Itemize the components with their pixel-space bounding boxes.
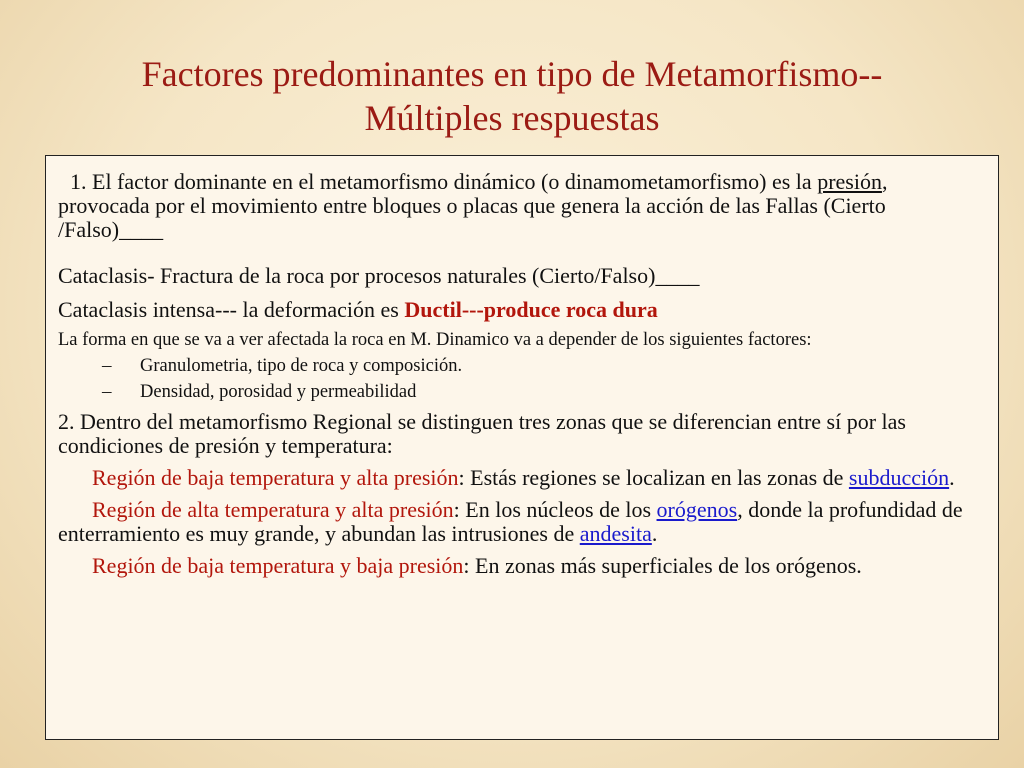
question-1 — [58, 170, 984, 242]
region-1-sep: : — [458, 465, 471, 490]
region-3 — [58, 554, 984, 578]
content-box — [45, 155, 999, 740]
region-1-end: . — [949, 465, 955, 490]
region-3-label: Región de baja temperatura y baja presión — [92, 553, 464, 578]
title-line-1: Factores predominantes en tipo de Metamorfismo-- — [141, 54, 883, 94]
bullet-densidad — [102, 382, 984, 402]
bullet-granulometria — [102, 356, 984, 376]
region-2-mid: , donde la profundidad de enterramiento es muy grande, y abundan las intrusiones de — [58, 497, 963, 546]
cataclasis-line: Cataclasis- Fractura de la roca por procesos naturales (Cierto/Falso)____ — [58, 263, 700, 288]
region-2 — [58, 498, 984, 546]
orogenos-link[interactable]: orógenos — [656, 497, 738, 522]
region-1 — [58, 466, 984, 490]
dash-icon: – — [102, 381, 112, 402]
cataclasis-intensa-prefix: Cataclasis intensa--- la deformación es — [58, 297, 405, 322]
slide-title — [60, 52, 964, 140]
region-1-label: Región de baja temperatura y alta presión — [92, 465, 459, 490]
forma-line: La forma en que se va a ver afectada la roca en M. Dinamico va a depender de los siguientes factores: — [58, 330, 812, 350]
region-3-text: En zonas más superficiales de los orógenos. — [475, 553, 862, 578]
bullet-text: Densidad, porosidad y permeabilidad — [140, 382, 417, 402]
region-2-sep: : — [453, 497, 466, 522]
region-2-end: . — [651, 521, 658, 546]
cataclasis-intensa-line — [58, 298, 984, 322]
region-2-text: En los núcleos de los — [465, 497, 657, 522]
cataclasis-intensa-highlight: Ductil---produce roca dura — [404, 297, 658, 322]
subduccion-link[interactable]: subducción — [848, 465, 950, 490]
title-line-2: Múltiples respuestas — [364, 98, 660, 138]
andesita-link[interactable]: andesita — [579, 521, 652, 546]
question-2: 2. Dentro del metamorfismo Regional se distinguen tres zonas que se diferencian entre sí por las condiciones de presión y temperatura: — [58, 409, 906, 458]
region-3-sep: : — [463, 553, 476, 578]
region-1-text: Estás regiones se localizan en las zonas de — [470, 465, 849, 490]
dash-icon: – — [102, 355, 112, 376]
q1-prefix: 1. El factor dominante en el metamorfismo dinámico (o dinamometamorfismo) es la — [70, 169, 818, 194]
bullet-text: Granulometria, tipo de roca y composición. — [140, 356, 463, 376]
q1-suffix: , provocada por el movimiento entre bloques o placas que genera la acción de las Fallas (Cierto /Falso)____ — [58, 169, 888, 242]
q1-keyword: presión — [817, 169, 882, 194]
region-2-label: Región de alta temperatura y alta presión — [92, 497, 454, 522]
